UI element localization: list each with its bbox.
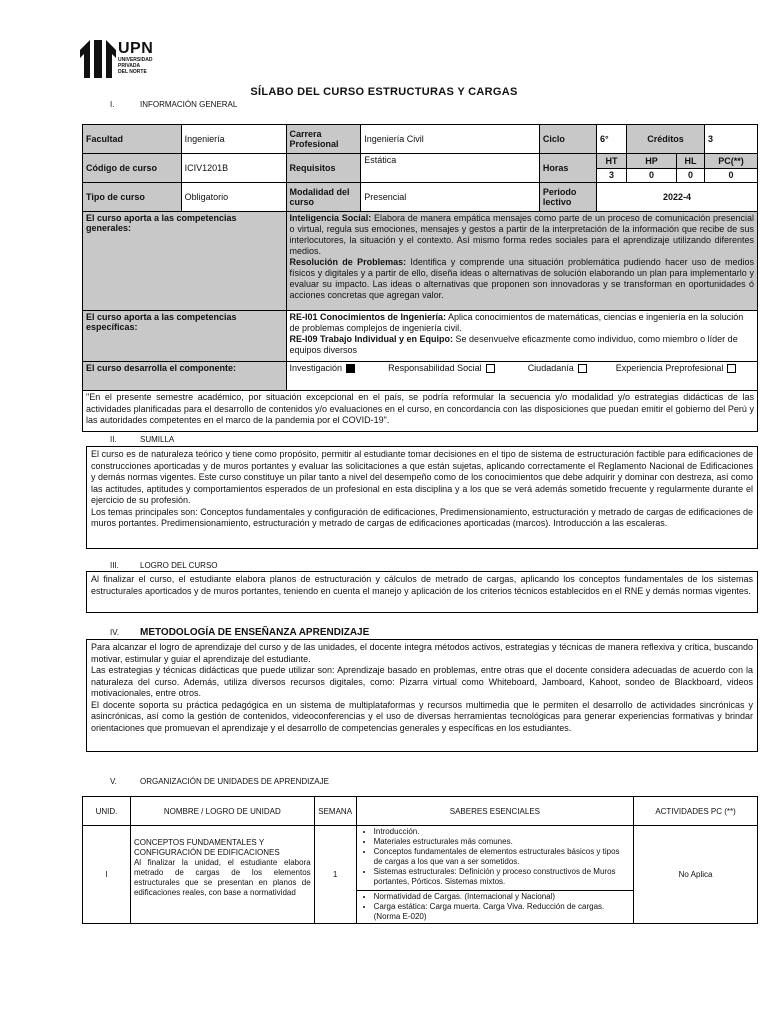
tipo-label: Tipo de curso — [83, 183, 182, 212]
carrera-value: Ingeniería Civil — [361, 125, 540, 154]
ciclo-value: 6° — [597, 125, 627, 154]
hl-label: HL — [676, 154, 704, 169]
codigo-label: Código de curso — [83, 154, 182, 183]
tipo-value: Obligatorio — [181, 183, 286, 212]
componente-options: Investigación Responsabilidad Social Ciudadanía Experiencia Preprofesional — [286, 362, 757, 391]
comp-gen-text: Inteligencia Social: Elabora de manera empática mensajes como parte de un proceso de comunicación presencial o virtual, regula sus emociones, mensajes y gestos a partir de la interpretación de la información que recibe de sus interlocutores, la situación y el contexto. Así mismo forma redes sociales para el aprendizaje utilizando diferentes medios. Resolución de Problemas: Identifica y comprende una situación problemática pudiendo hacer uso de medios físicos y digitales y a partir de ello, diseña ideas o alternativas de solución elaborando un plan para implementarlo y evaluar su impacto. Las ideas o alternativas que proponen son innovadoras y se transforman en oportunidades ó acciones concretas que agregan valor. — [286, 212, 757, 311]
unit-name: CONCEPTOS FUNDAMENTALES Y CONFIGURACIÓN DE EDIFICACIONES — [133, 838, 280, 857]
creditos-label: Créditos — [627, 125, 705, 154]
section-5-heading: V. ORGANIZACIÓN DE UNIDADES DE APRENDIZAJE — [110, 777, 329, 786]
metodologia-text: Para alcanzar el logro de aprendizaje del curso y de las unidades, el docente integra métodos activos, estrategias y técnicas de manera reflexiva y crítica, buscando motivar, estimular y guiar el aprendizaje del estudiante. Las estrategias y técnicas didácticas que puede utilizar son: Aprendizaje basado en problemas, entre otras que el docente considera adecuadas de acuerdo con la naturaleza del curso. Además, utiliza diversos recursos digitales, como: Pizarra virtual como Whiteboard, Jamboard, Kahoot, sondeo de Blackboard, videos motivacionales, entre otros. El docente soporta su práctica pedagógica en un sistema de multiplataformas y recursos multimedia que le permiten el desarrollo de actividades sincrónicas y asincrónicas, así como la gestión de contenidos, videoconferencias y el uso de diversas herramientas tecnológicas para generar experiencias formativas y brindar orientaciones que promuevan el aprendizaje y el desarrollo de competencias generales y específicas en los estudiantes. — [86, 639, 758, 752]
hl-value: 0 — [676, 168, 704, 183]
horas-label: Horas — [539, 154, 596, 183]
units-header-nombre: NOMBRE / LOGRO DE UNIDAD — [130, 797, 314, 826]
units-header-actividades: ACTIVIDADES PC (**) — [634, 797, 758, 826]
checkbox-checked-icon — [346, 364, 355, 373]
section-4-heading: IV. METODOLOGÍA DE ENSEÑANZA APRENDIZAJE — [110, 627, 370, 638]
checkbox-icon — [578, 364, 587, 373]
upn-logo-mark-icon — [80, 40, 116, 78]
unit-number: I — [83, 826, 131, 924]
requisitos-label: Requisitos — [286, 154, 361, 183]
requisitos-value: Estática — [361, 154, 540, 183]
comp-esp-text: RE-I01 Conocimientos de Ingeniería: Aplica conocimientos de matemáticas, ciencias e ingeniería en la solución de problemas complejos de ingeniería civil. RE-I09 Trabajo Individual y en Equipo: Se desenvuelve eficazmente como individuo, como miembro o líder de equipos diversos — [286, 311, 757, 362]
general-info-table — [82, 124, 758, 432]
units-header-unid: UNID. — [83, 797, 131, 826]
unit-logro: Al finalizar la unidad, el estudiante elabora metrado de cargas de los elementos estructurales que se presentan en planos de edificaciones reales, con base a normatividad — [133, 858, 311, 897]
units-table — [82, 796, 758, 924]
saberes-list-b: • Normatividad de Cargas. (Internacional y Nacional) • Carga estática: Carga muerta. Carga Viva. Reducción de cargas. (Norma E-020) — [356, 891, 633, 924]
facultad-value: Ingeniería — [181, 125, 286, 154]
document-title: SÍLABO DEL CURSO ESTRUCTURAS Y CARGAS — [250, 86, 518, 98]
saberes-list-a: • Introducción. • Materiales estructurales más comunes. • Conceptos fundamentales de elementos estructurales básicos y tipos de cargas a los que van a ser sometidos. • Sistemas estructurales: Definición y proceso constructivos de Muros portantes, Pórticos. Sistemas mixtos. — [356, 826, 633, 891]
periodo-value: 2022-4 — [597, 183, 758, 212]
section-3-heading: III. LOGRO DEL CURSO — [110, 561, 218, 570]
logo-name: UPN — [118, 40, 154, 57]
pc-label: PC(**) — [704, 154, 757, 169]
unit-week: 1 — [314, 826, 356, 924]
comp-gen-label: El curso aporta a las competencias generales: — [83, 212, 287, 311]
hp-label: HP — [627, 154, 677, 169]
modalidad-label: Modalidad del curso — [286, 183, 361, 212]
facultad-label: Facultad — [83, 125, 182, 154]
units-header-saberes: SABERES ESENCIALES — [356, 797, 633, 826]
unit-name-cell — [130, 826, 314, 924]
section-2-heading: II. SUMILLA — [110, 435, 175, 444]
creditos-value: 3 — [704, 125, 757, 154]
upn-logo — [80, 40, 190, 80]
modalidad-value: Presencial — [361, 183, 540, 212]
ht-label: HT — [597, 154, 627, 169]
ht-value: 3 — [597, 168, 627, 183]
unit-activities: No Aplica — [634, 826, 758, 924]
checkbox-icon — [727, 364, 736, 373]
section-1-heading: I. INFORMACIÓN GENERAL — [110, 100, 238, 109]
codigo-value: ICIV1201B — [181, 154, 286, 183]
ciclo-label: Ciclo — [539, 125, 596, 154]
covid-note: "En el presente semestre académico, por situación excepcional en el país, se podría reformular la secuencia y/o modalidad y/o estrategias didácticas de las actividades planificadas para el desarrollo de contenidos y/o evaluaciones en el curso, en concordancia con las disposiciones que puedan emitir el gobierno del Perú y las autoridades competentes en el marco de la pandemia por el COVID-19". — [83, 391, 758, 432]
comp-esp-label: El curso aporta a las competencias específicas: — [83, 311, 287, 362]
sumilla-text: El curso es de naturaleza teórico y tiene como propósito, permitir al estudiante tomar decisiones en el tipo de sistema de estructuración factible para edificaciones de construcciones aporticadas y de muros portantes y evaluar las solicitaciones a que están sujetas, aplicando correctamente el Reglamento Nacional de Edificaciones y demás normas vigentes. Este curso constituye un pilar tanto a nivel del desempeño como de los conocimientos que debe adquirir y dominar con destreza, así como las actitudes, aptitudes y comportamientos esperados de un profesional en esta disciplina y a los que se verá además sometido frecuente y regularmente durante el ejercicio de su profesión. Los temas principales son: Conceptos fundamentales y configuración de edificaciones, Predimensionamiento, estructuración y metrado de cargas de edificaciones de muros portantes. Predimensionamiento, estructuración y metrado de cargas de edificaciones aporticadas (marcos). Introducción a las escaleras. — [86, 446, 758, 549]
logro-text: Al finalizar el curso, el estudiante elabora planos de estructuración y cálculos de metrado de cargas, aplicando los conceptos fundamentales de los sistemas estructurales aporticados y de muros portantes, teniendo en cuenta el manejo y aplicación de los criterios técnicos establecidos en el RNE y demás normas vigentes. — [86, 571, 758, 613]
carrera-label: Carrera Profesional — [286, 125, 361, 154]
pc-value: 0 — [704, 168, 757, 183]
units-header-semana: SEMANA — [314, 797, 356, 826]
logo-subtitle: UNIVERSIDAD PRIVADA DEL NORTE — [118, 57, 153, 75]
componente-label: El curso desarrolla el componente: — [83, 362, 287, 391]
periodo-label: Periodo lectivo — [539, 183, 596, 212]
checkbox-icon — [486, 364, 495, 373]
hp-value: 0 — [627, 168, 677, 183]
